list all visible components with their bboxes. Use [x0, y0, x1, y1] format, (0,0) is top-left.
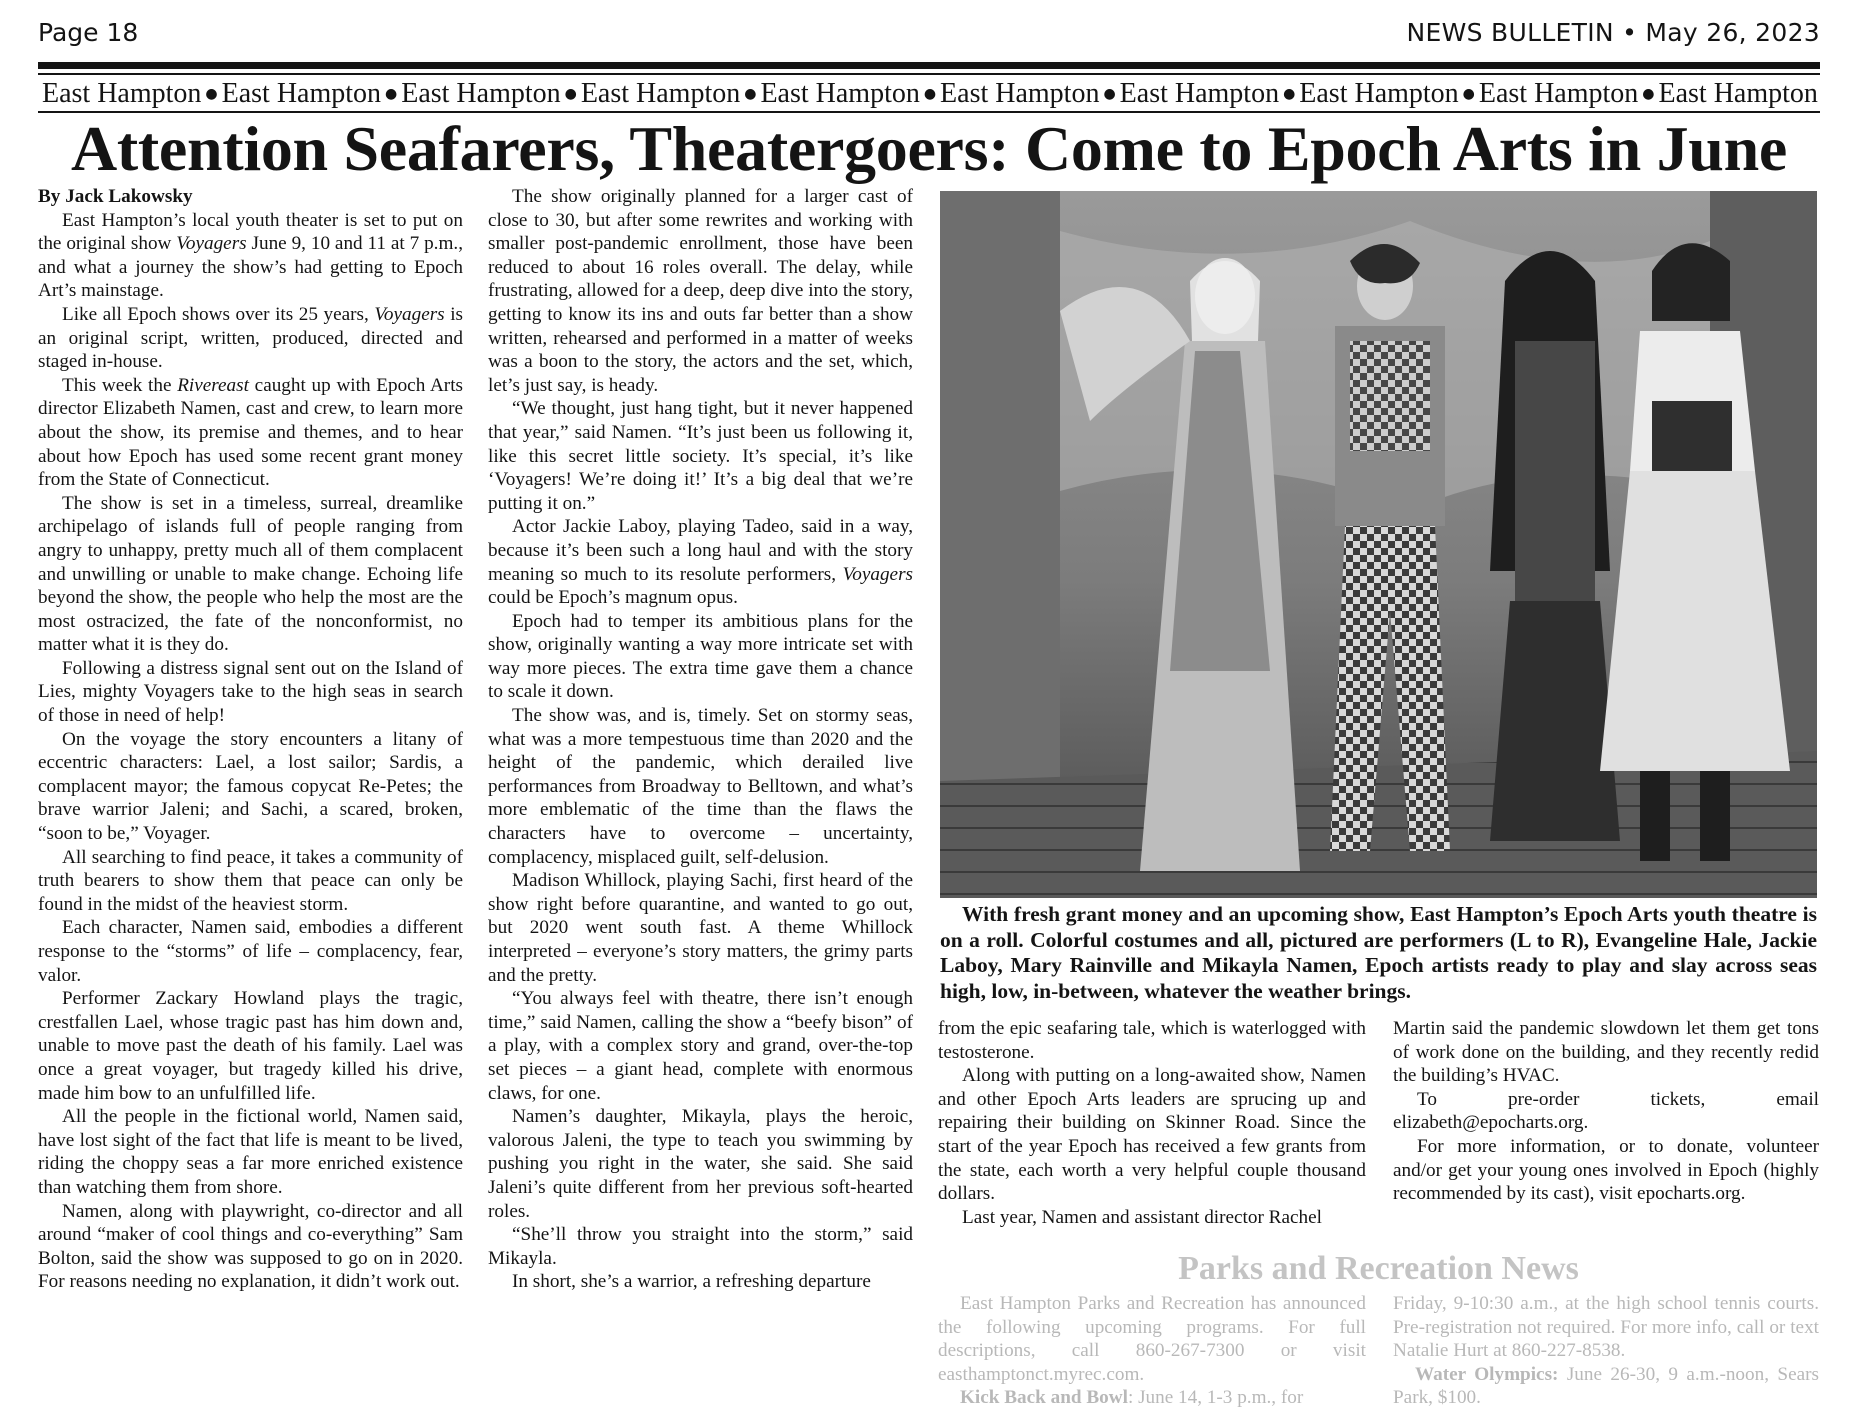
article-byline: By Jack Lakowsky: [38, 186, 193, 207]
parks-column-1: [938, 1292, 1366, 1410]
article-paragraph: The show originally planned for a larger cast of close to 30, but after some rewrites and working with smaller post-pandemic enrollment, those have been reduced to about 16 roles overall. The delay, while frustrating, allowed for a deep, deep dive into the story, getting to know its ins and outs far better than a show written, rehearsed and performed in a matter of weeks was a boon to the story, the actors and the set, which, let’s just say, is heady.: [488, 186, 914, 396]
parks-column-2: [1393, 1292, 1819, 1410]
article-paragraph: “She’ll throw you straight into the storm,” said Mikayla.: [488, 1224, 913, 1269]
town-name: East Hampton: [1658, 78, 1818, 109]
article-headline: Attention Seafarers, Theatergoers: Come to Epoch Arts in June: [70, 113, 1787, 184]
article-column-2: [488, 185, 913, 1294]
parks-section-title: Parks and Recreation News: [1178, 1250, 1579, 1287]
parks-item-text: : June 14, 1-3 p.m., for: [1127, 1387, 1304, 1409]
article-paragraph: Along with putting on a long-awaited show, Namen and other Epoch Arts leaders are sprucing up and repairing their building on Skinner Road. Since the start of the year Epoch has received a few grants from the state, each worth a very helpful couple thousand dollars.: [938, 1065, 1366, 1205]
article-paragraph: To pre-order tickets, email elizabeth@epocharts.org.: [1393, 1088, 1819, 1134]
town-name: East Hampton: [42, 78, 202, 109]
publication-dateline: NEWS BULLETIN • May 26, 2023: [1406, 18, 1820, 47]
bullet-separator: ●: [1462, 86, 1475, 102]
article-paragraph: Namen, along with playwright, co-director and all around “maker of cool things and co-everything” Sam Bolton, said the show was supposed to go on in 2020. For reasons needing no explanation, it didn’t work out.: [38, 1200, 463, 1293]
article-paragraph: “We thought, just hang tight, but it never happened that year,” said Namen. “It’s just been us following it, like this secret little society. It’s special, it’s like ‘Voyagers! We’re doing it!’ It’s a big deal that we’re putting it on.”: [488, 398, 913, 514]
town-name: East Hampton: [1478, 78, 1639, 109]
page-number: Page 18: [38, 18, 139, 47]
bullet-separator: ●: [564, 86, 577, 102]
town-name: East Hampton: [401, 78, 561, 109]
bullet-separator: ●: [923, 86, 937, 102]
parks-intro: East Hampton Parks and Recreation has announced the following upcoming programs. For full descriptions, call 860-267-7300 or visit easthamptonct.myrec.com.: [938, 1293, 1366, 1385]
parks-item-text: June 26-30, 9 a.m.-noon, Sears Park, $100.: [1393, 1363, 1819, 1409]
town-name: East Hampton: [580, 78, 741, 109]
article-paragraph: Epoch had to temper its ambitious plans for the show, originally wanting a way more intricate set with way more pieces. The extra time gave them a chance to scale it down.: [488, 610, 913, 703]
town-strip: [42, 78, 1818, 110]
bullet-separator: ●: [1642, 86, 1655, 102]
article-paragraph: Actor Jackie Laboy, playing Tadeo, said in a way, because it’s been such a long haul and with the story meaning so much to its resolute performers, Voyagers could be Epoch’s magnum opus.: [488, 516, 913, 609]
town-name: East Hampton: [940, 78, 1100, 109]
article-paragraph: On the voyage the story encounters a litany of eccentric characters: Lael, a lost sailor; Sardis, a complacent mayor; the famous copycat Re-Petes; the brave warrior Jaleni; and Sachi, a scared, broken, “soon to be,” Voyager.: [38, 728, 463, 845]
article-paragraph: The show was, and is, timely. Set on stormy seas, what was a more tempestuous time than 2020 and the height of the pandemic, which derailed live performances from Broadway to Belltown, and what’s more emblematic of the time than the flaws the characters have to overcome – uncertainty, complacency, misplaced guilt, self-delusion.: [488, 705, 913, 868]
town-name: East Hampton: [1119, 78, 1280, 109]
bullet-separator: ●: [1103, 86, 1116, 102]
parks-item-name: Kick Back and Bowl: [960, 1387, 1128, 1409]
article-paragraph: All the people in the fictional world, Namen said, have lost sight of the fact that life is meant to be lived, riding the choppy seas a far more enriched existence than watching them from shore.: [38, 1106, 463, 1198]
article-column-1: [38, 185, 463, 1294]
bullet-separator: ●: [205, 86, 218, 102]
article-paragraph: Madison Whillock, playing Sachi, first heard of the show right before quarantine, and wanted to go out, but 2020 went south fast. A theme Whillock interpreted – everyone’s story matters, the grimy parts and the pretty.: [488, 870, 913, 986]
article-paragraph: Namen’s daughter, Mikayla, plays the heroic, valorous Jaleni, the type to teach you swimming by pushing you right in the water, she said. She said Jaleni’s quite different from her previous soft-hearted roles.: [488, 1106, 913, 1222]
article-paragraph: In short, she’s a warrior, a refreshing departure: [512, 1271, 871, 1293]
article-paragraph: For more information, or to donate, volunteer and/or get your young ones involved in Epoch (highly recommended by its cast), visit epocharts.org.: [1393, 1135, 1819, 1205]
town-name: East Hampton: [1299, 78, 1459, 109]
parks-tennis-text: Friday, 9-10:30 a.m., at the high school tennis courts. Pre-registration not required. For more info, call or text Natalie Hurt at 860-227-8538.: [1393, 1293, 1819, 1362]
article-paragraph: Martin said the pandemic slowdown let them get tons of work done on the building, and they recently redid the building’s HVAC.: [1393, 1018, 1819, 1087]
article-paragraph: Each character, Namen said, embodies a different response to the “storms” of life – complacency, fear, valor.: [38, 917, 463, 986]
article-column-3: [938, 1017, 1366, 1229]
article-paragraph: East Hampton’s local youth theater is set to put on the original show Voyagers June 9, 10 and 11 at 7 p.m., and what a journey the show’s had getting to Epoch Art’s mainstage.: [38, 209, 463, 302]
performers-photo-image: [940, 191, 1817, 898]
parks-item-kick-back: [938, 1386, 1366, 1410]
header-rule-thin: [38, 73, 1820, 75]
photo-caption: [940, 902, 1817, 1004]
town-name: East Hampton: [760, 78, 920, 109]
article-paragraph: This week the Rivereast caught up with Epoch Arts director Elizabeth Namen, cast and crew, to learn more about the show, its premise and themes, and to hear about how Epoch has used some recent grant money from the State of Connecticut.: [38, 374, 463, 491]
bullet-separator: ●: [1283, 86, 1296, 102]
parks-item-water-olympics: [1393, 1363, 1819, 1410]
article-paragraph: All searching to find peace, it takes a community of truth bearers to show them that peace can only be found in the midst of the heaviest storm.: [38, 846, 463, 915]
article-paragraph: The show is set in a timeless, surreal, dreamlike archipelago of islands full of people ranging from angry to unhappy, pretty much all of them complacent and unwilling or unable to make change. Echoing life beyond the show, the people who help the most are the most ostracized, the fate of the nonconformist, no matter what it is they do.: [38, 492, 463, 656]
town-name: East Hampton: [221, 78, 382, 109]
article-column-4: [1393, 1017, 1819, 1206]
article-paragraph: Last year, Namen and assistant director Rachel: [962, 1206, 1322, 1228]
article-paragraph: Like all Epoch shows over its 25 years, Voyagers is an original script, written, produced, directed and staged in-house.: [38, 303, 463, 373]
photo-caption-text: With fresh grant money and an upcoming show, East Hampton’s Epoch Arts youth theatre is on a roll. Colorful costumes and all, pictured are performers (L to R), Evangeline Hale, Jackie Laboy, Mary Rainville and Mikayla Namen, Epoch artists ready to play and slay across seas high, low, in-between, whatever the weather brings.: [940, 902, 1817, 1003]
bullet-separator: ●: [385, 86, 398, 102]
article-paragraph: Performer Zackary Howland plays the tragic, crestfallen Lael, whose tragic past has him down and, unable to move past the death of his family. Lael was once a great voyager, but tragedy killed his drive, made him bow to an unfulfilled life.: [38, 988, 463, 1104]
bullet-separator: ●: [744, 86, 757, 102]
article-photo: [940, 191, 1817, 898]
article-paragraph: “You always feel with theatre, there isn’t enough time,” said Namen, calling the show a “beefy bison” of a play, with a complex story and grand, over-the-top set pieces – a giant head, complete with enormous claws, for one.: [488, 988, 913, 1104]
article-paragraph: Following a distress signal sent out on the Island of Lies, mighty Voyagers take to the high seas in search of those in need of help!: [38, 657, 463, 727]
article-paragraph: from the epic seafaring tale, which is waterlogged with testosterone.: [938, 1018, 1366, 1063]
header-rule-thick: [38, 62, 1820, 69]
parks-item-name: Water Olympics:: [1415, 1363, 1559, 1385]
